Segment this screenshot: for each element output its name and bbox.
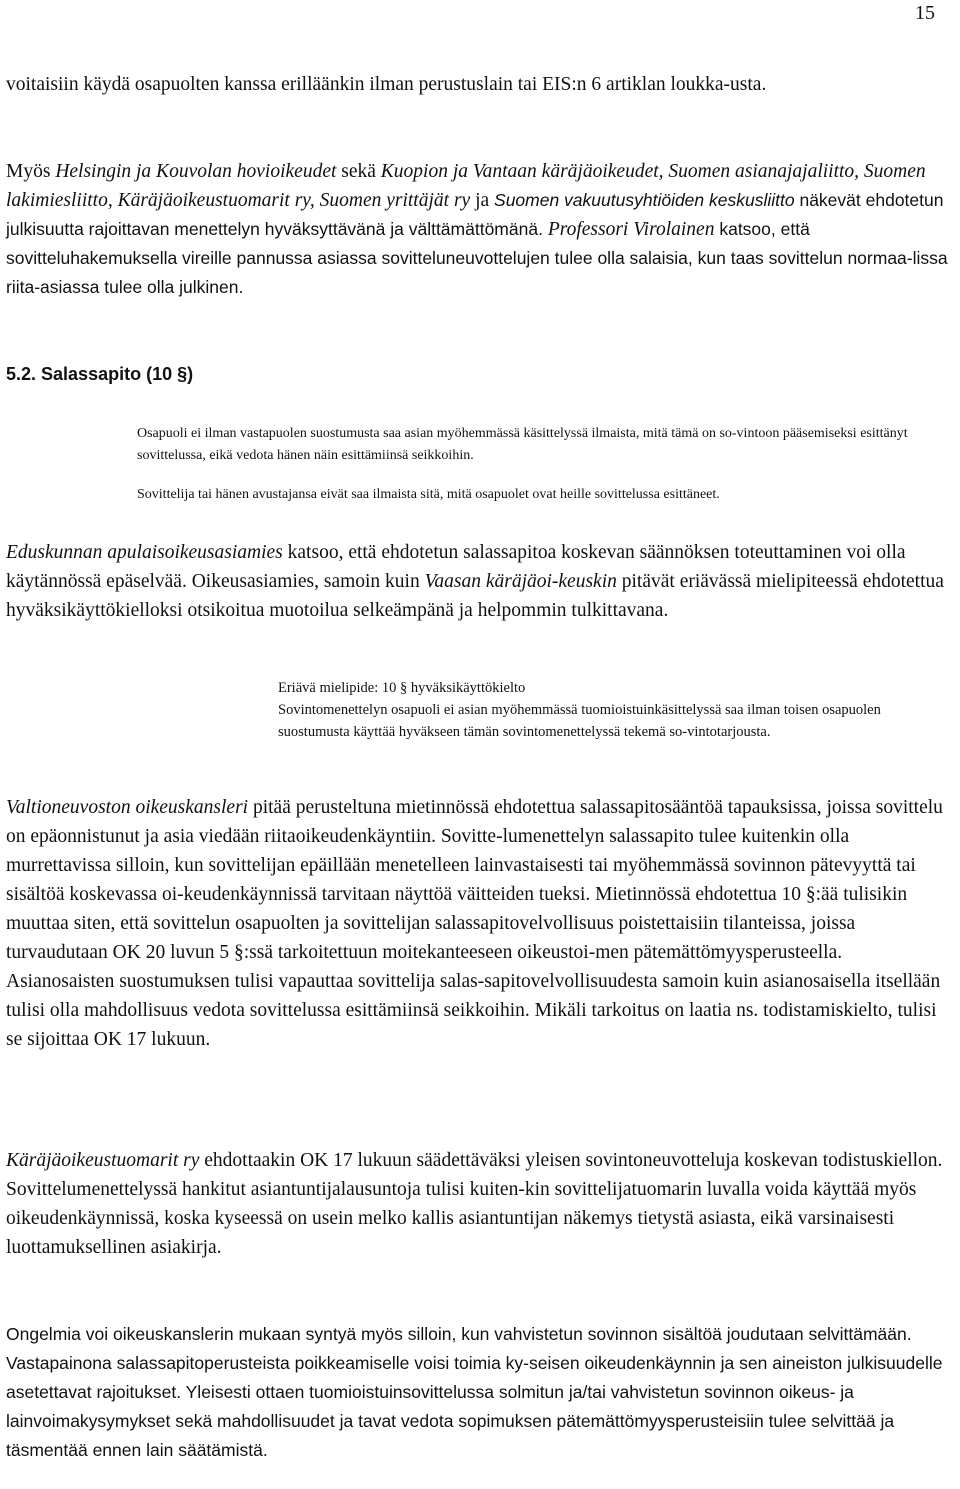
law-quote: Sovittelija tai hänen avustajansa eivät saa ilmaista sitä, mitä osapuolet ovat heille sovittelussa esittäneet.: [137, 487, 720, 502]
text-run: voitaisiin käydä osapuolten kanssa erillään: [6, 74, 340, 95]
text-run: katsoo, että ehdotetun salassapitoa koskevan säännöksen toteuttaminen voi olla käytännössä epäselvää. Oikeusasiamies, samoin kuin: [6, 542, 906, 592]
text-run: ja: [470, 190, 495, 211]
text-run: pitävät eriävässä mielipiteessä ehdotettua hyväksikäyttökielloksi otsikoitua muotoilua selkeämpänä ja helpommin tulkittavana.: [6, 571, 944, 621]
entity-name: Käräjäoikeustuomarit ry: [6, 1150, 200, 1171]
text-run: pitää perusteltuna mietinnössä ehdotettua salassapitosääntöä tapauksissa, joissa sovittelu on epäonnistunut ja asia viedään riitaoikeudenkäyntiin. Sovitte-lumenettelyn salassapito tulee kuitenkin olla murrettavissa silloin, kun sovittelijan epäillään menetelleen lainvastaisesti tai myöhemmässä sovinnon pätevyyttä tai sisältöä koskevassa oi-keudenkäynnissä tarvitaan näyttöä väitteiden tueksi. Mietinnössä ehdotettua 10 §:ää tulisikin muuttaa siten, että sovittelun osapuolten ja sovittelijan salassapitovelvollisuus poistettaisiin tilanteissa, joissa turvaudutaan OK 20 luvun 5 §:ssä tarkoitettuun moitekanteeseen oikeustoi-men pätemättömyysperusteella. Asianosaisten suostumuksen tulisi vapauttaa sovittelija salas-sapitovelvollisuudesta samoin kuin asianosaisella itsellään tulisi olla mahdollisuus vedota sovittelussa esittämiinsä seikkoihin. Mikäli tarkoitus on laatia ns. todistamiskielto, tulisi se sijoittaa OK 17 lukuun.: [6, 797, 943, 1050]
entity-name: Eduskunnan apulaisoikeusasiamies: [6, 542, 283, 563]
dissent-title: Eriävä mielipide: 10 § hyväksikäyttökielto: [278, 680, 526, 696]
text-run: Myös: [6, 161, 56, 182]
page-number: 15: [915, 2, 935, 24]
dissenting-opinion: [278, 677, 944, 743]
text-run: ehdottaakin OK 17 lukuun säädettäväksi yleisen sovintoneuvotteluja koskevan todistuskiellon. Sovittelumenettelyssä hankitut asiantuntijalausuntoja tulisi kuiten-kin sovittelijatuomarin luvalla voida käyttää myös oikeudenkäynnissä, koska kyseessä on usein melko kallis asiantuntijan näkemys tietystä asiasta, eikä varsinaisesti luottamuksellinen asiakirja.: [6, 1150, 943, 1258]
section-heading: 5.2. Salassapito (10 §): [6, 364, 194, 384]
entity-name: Kuopion ja Vantaan käräjäoikeudet, Suomen asianajajaliitto, Suomen lakimiesliitto, Käräjäoikeustuomarit ry, Suomen yrittäjät ry: [6, 161, 926, 211]
text-run: katsoo, että sovitteluhakemuksella vireille pannussa asiassa sovitteluneuvottelujen tulee olla salaisia, kun taas sovittelun normaa-lissa riita-asiassa tulee olla julkinen.: [6, 219, 948, 297]
entity-name: Helsingin ja Kouvolan hovioikeudet: [55, 161, 337, 182]
paragraph-judges: [6, 1146, 952, 1262]
paragraph-supporters: [6, 157, 952, 302]
entity-name: Valtioneuvoston oikeuskansleri: [6, 797, 249, 818]
entity-name: Vaasan käräjäoi-keuskin: [424, 571, 617, 592]
text-run: näkevät ehdotetun julkisuutta rajoittavan menettelyn hyväksyttävänä ja välttämättömänä.: [6, 190, 944, 239]
paragraph-ombudsman: [6, 538, 952, 625]
paragraph-problems: Ongelmia voi oikeuskanslerin mukaan syntyä myös silloin, kun vahvistetun sovinnon sisältöä joudutaan selvittämään. Vastapainona salassapitoperusteista poikkeamiselle voisi toimia ky-seisen oikeudenkäynnin ja sen aineiston julkisuudelle asetettavat rajoitukset. Yleisesti ottaen tuomioistuinsovittelussa solmitun ja/tai vahvistetun sovinnon oikeus- ja lainvoimakysymykset sekä mahdollisuudet ja tavat vedota sopimuksen pätemättömyysperusteisiin tulee selvittää ja täsmentää ennen lain säätämistä.: [6, 1324, 943, 1460]
text-run: kin ilman perustuslain tai EIS:n 6 artiklan loukka-usta.: [339, 74, 767, 95]
entity-name: Suomen vakuutusyhtiöiden keskusliitto: [494, 190, 795, 210]
text-run: sekä: [336, 161, 381, 182]
paragraph-continuation: [6, 70, 952, 99]
law-quote: Osapuoli ei ilman vastapuolen suostumusta saa asian myöhemmässä käsittelyssä ilmaista, mitä tämä on so-vintoon pääsemiseksi esittänyt sovittelussa, eikä vedota hänen näin esittämiinsä seikkoihin.: [137, 426, 908, 463]
dissent-text: Sovintomenettelyn osapuoli ei asian myöhemmässä tuomioistuinkäsittelyssä saa ilman toisen osapuolen suostumusta käyttää hyväkseen tämän sovintomenettelyssä tekemä so-vintotarjousta.: [278, 702, 881, 740]
paragraph-chancellor: [6, 793, 952, 1054]
entity-name: Professori Virolainen: [547, 219, 715, 240]
